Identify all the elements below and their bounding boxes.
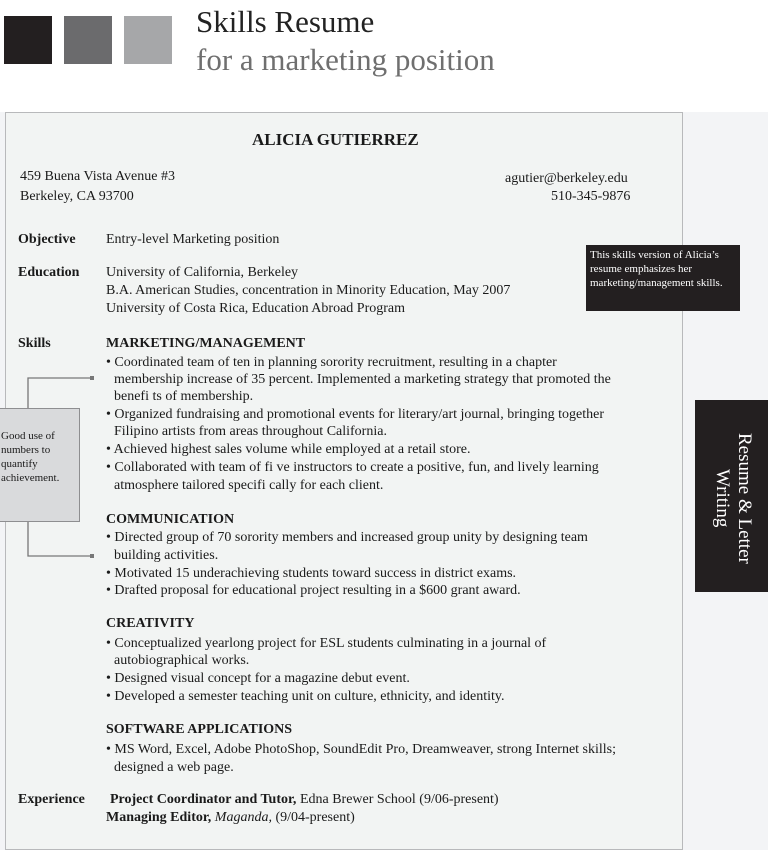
creativity-heading: CREATIVITY: [106, 616, 195, 631]
education-line: University of California, Berkeley: [106, 265, 299, 280]
experience-detail: (9/04-present): [271, 810, 355, 825]
page-subtitle: for a marketing position: [196, 42, 495, 77]
skill-line: • Coordinated team of ten in planning sorority recruitment, resulting in a chapter: [106, 355, 557, 370]
callout-box: Good use of numbers to quantify achievement.: [0, 408, 80, 522]
skill-line: • Designed visual concept for a magazine debut event.: [106, 671, 410, 686]
objective-label: Objective: [18, 232, 76, 247]
experience-title: Project Coordinator and Tutor,: [110, 792, 297, 807]
experience-org: Maganda,: [214, 810, 272, 825]
skill-line: • Drafted proposal for educational project resulting in a $600 grant award.: [106, 583, 521, 598]
skill-line: Filipino artists from areas throughout California.: [114, 424, 387, 439]
experience-title: Managing Editor,: [106, 810, 212, 825]
skill-line: autobiographical works.: [114, 653, 250, 668]
address-line-2: Berkeley, CA 93700: [20, 189, 134, 204]
address-line-1: 459 Buena Vista Avenue #3: [20, 169, 175, 184]
skill-line: building activities.: [114, 548, 219, 563]
skill-line: • Achieved highest sales volume while employed at a retail store.: [106, 442, 471, 457]
skill-line: benefi ts of membership.: [114, 389, 254, 404]
skill-line: • MS Word, Excel, Adobe PhotoShop, SoundEdit Pro, Dreamweaver, strong Internet skills;: [106, 742, 617, 757]
skill-line: • Motivated 15 underachieving students toward success in district exams.: [106, 566, 517, 581]
phone: 510-345-9876: [551, 189, 631, 204]
skill-line: • Collaborated with team of fi ve instructors to create a positive, fun, and lively learning: [106, 460, 599, 475]
sidebar-label-wrap: [711, 412, 755, 584]
sidebar-label: Resume & Letter Writing: [712, 432, 755, 564]
skill-line: • Organized fundraising and promotional events for literary/art journal, bringing together: [106, 407, 604, 422]
skill-line: • Conceptualized yearlong project for ESL students culminating in a journal of: [106, 636, 547, 651]
objective-text: Entry-level Marketing position: [106, 232, 280, 247]
education-label: Education: [18, 265, 80, 280]
experience-detail: Edna Brewer School (9/06-present): [296, 792, 499, 807]
education-line: University of Costa Rica, Education Abroad Program: [106, 301, 405, 316]
annotation-note: This skills version of Alicia’s resume emphasizes her marketing/management skills.: [586, 245, 740, 311]
applicant-name: ALICIA GUTIERREZ: [252, 130, 419, 149]
skill-line: designed a web page.: [114, 760, 234, 775]
communication-heading: COMMUNICATION: [106, 512, 235, 527]
software-heading: SOFTWARE APPLICATIONS: [106, 722, 293, 737]
skill-line: • Developed a semester teaching unit on culture, ethnicity, and identity.: [106, 689, 505, 704]
experience-label: Experience: [18, 792, 85, 807]
skill-line: • Directed group of 70 sorority members and increased group unity by designing team: [106, 530, 588, 545]
skill-line: membership increase of 35 percent. Implemented a marketing strategy that promoted the: [114, 372, 611, 387]
marketing-heading: MARKETING/MANAGEMENT: [106, 336, 306, 351]
skills-label: Skills: [18, 336, 51, 351]
skill-line: atmosphere tailored specifi cally for each client.: [114, 478, 384, 493]
email: agutier@berkeley.edu: [505, 171, 628, 186]
page-title: Skills Resume: [196, 4, 375, 39]
education-line: B.A. American Studies, concentration in Minority Education, May 2007: [106, 283, 511, 298]
